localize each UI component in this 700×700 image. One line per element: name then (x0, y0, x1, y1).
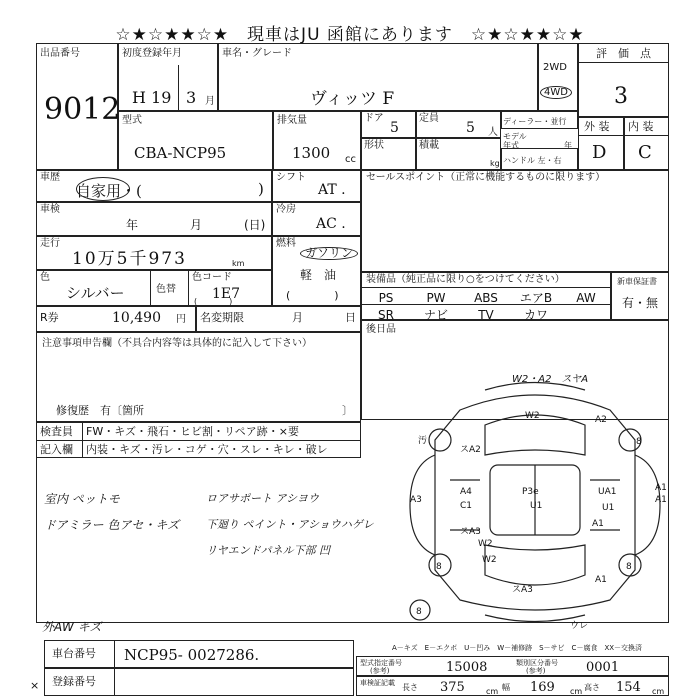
damage-mark: U1 (530, 501, 543, 511)
damage-mark: W2 (525, 411, 540, 421)
car-name: ヴィッツ F (310, 89, 395, 109)
equipment-item: エアB (519, 291, 553, 305)
class-label: 類別区分番号 (516, 659, 558, 667)
shift-value: AT . (318, 182, 346, 198)
damage-mark: A3 (410, 495, 422, 505)
exterior-value: D (592, 142, 607, 163)
designation-cell (356, 656, 669, 676)
equipment-item: カワ (523, 308, 548, 322)
equipment-item: PW (426, 291, 446, 305)
registration-era: H 19 (132, 88, 172, 107)
inspection-year: 年 (126, 218, 139, 232)
warranty-label: 新車保証書 (617, 277, 657, 286)
model-year-suffix: 年 (564, 141, 572, 150)
equipment-item: SR (378, 308, 394, 322)
diagram-top-note: W2・A2 スヤA (512, 374, 589, 385)
period-day: 日 (345, 311, 356, 324)
registration-label: 初度登録年月 (122, 48, 182, 59)
registration-month: 3 (186, 88, 197, 107)
fuel-label: 燃料 (276, 238, 296, 249)
class-ref: (参考) (526, 667, 546, 675)
damage-mark: A1 (592, 519, 604, 529)
load-label: 積載 (419, 140, 439, 151)
rating-label: 評 価 点 (596, 47, 651, 60)
damage-mark: C1 (460, 501, 473, 511)
length-unit: cm (486, 687, 499, 696)
inspection-month: 月 (190, 218, 203, 232)
displacement-value: 1300 (292, 144, 331, 162)
lot-number: 9012 (44, 92, 121, 127)
width-label: 幅 (502, 683, 510, 692)
damage-mark: 汚 (418, 436, 428, 446)
model-label: 型式 (122, 115, 142, 126)
equipment-item: AW (576, 291, 596, 305)
height-value: 154 (616, 680, 641, 695)
period-month: 月 (292, 311, 303, 324)
tire-depth-mark: 8 (626, 562, 632, 572)
length-value: 375 (440, 680, 465, 695)
color-value: シルバー (66, 284, 125, 302)
color-code: 1E7 (212, 286, 241, 302)
note-right-3: リヤエンドパネル下部 凹 (206, 544, 331, 557)
damage-mark: W2 (478, 539, 493, 549)
plate-label: 登録番号 (52, 675, 96, 688)
post-install-label: 後日品 (366, 324, 396, 335)
designation-ref: (参考) (370, 667, 390, 675)
sales-point-cell (361, 170, 669, 272)
damage-mark: スA2 (460, 445, 481, 455)
designation-label: 型式指定番号 (360, 659, 402, 667)
registration-month-unit: 月 (205, 96, 215, 107)
note-right-1: ロアサポート アシヨウ (206, 492, 320, 505)
shift-label: シフト (276, 172, 306, 183)
damage-mark: U1 (602, 503, 615, 513)
handle-label: ハンドル 左・右 (503, 156, 562, 165)
history-label: 車歴 (40, 172, 60, 183)
note-left-2: ドアミラー 色アセ・キズ (44, 518, 180, 532)
repair-history: 修復歴 有〔箇所 (56, 404, 144, 417)
damage-mark: A1 (655, 495, 667, 505)
mileage-label: 走行 (40, 238, 60, 249)
damage-mark: A4 (460, 487, 472, 497)
width-unit: cm (570, 687, 583, 696)
model-value: CBA-NCP95 (134, 144, 227, 162)
color-change-label: 色替 (156, 284, 176, 295)
entry-items: 内装・キズ・汚レ・コゲ・穴・スレ・キレ・破レ (86, 443, 328, 456)
equipment-label: 装備品（純正品に限り○をつけてください） (366, 274, 565, 285)
dimensions-label: 車検証記載 (360, 679, 395, 687)
displacement-unit: cc (345, 154, 356, 165)
chassis-label: 車台番号 (52, 647, 96, 660)
repair-close: 〕 (342, 404, 353, 417)
doors-value: 5 (390, 120, 399, 136)
equipment-item: ABS (474, 291, 498, 305)
displacement-label: 排気量 (277, 115, 307, 126)
lot-label: 出品番号 (40, 48, 80, 59)
inspection-cell (36, 202, 272, 236)
history-circle (76, 177, 130, 201)
damage-mark: A2 (595, 415, 607, 425)
damage-mark: スA3 (512, 585, 533, 595)
drive-2wd: 2WD (543, 62, 567, 73)
entry-label: 記入欄 (40, 443, 73, 456)
equipment-row-1 (361, 289, 611, 306)
length-label: 長さ (402, 683, 418, 692)
color-label: 色 (40, 272, 50, 283)
rating-value: 3 (614, 84, 628, 109)
history-cell (36, 170, 272, 202)
chassis-value: NCP95- 0027286. (124, 646, 260, 664)
name-label: 車名・グレード (222, 48, 292, 59)
fuel-gasoline: ガソリン (300, 247, 358, 260)
fuel-other: ( ) (286, 289, 339, 302)
note-right-2: 下廻り ペイント・アショウハゲレ (206, 518, 374, 531)
capacity-label: 定員 (419, 113, 439, 124)
note-left-4: 外AW キズ (42, 620, 102, 634)
designation-value: 15008 (446, 660, 488, 675)
width-value: 169 (530, 680, 555, 695)
tire-depth-mark: 8 (436, 562, 442, 572)
recycle-value: 10,490 (112, 310, 161, 326)
damage-mark: ウレ (570, 621, 589, 630)
drive-4wd: 4WD (540, 86, 572, 99)
capacity-unit: 人 (488, 127, 498, 138)
model-year-label2: 年式 (503, 141, 519, 150)
damage-mark: A1 (655, 483, 667, 493)
legend: A－キズ E－エクボ U－凹み W－補修跡 S－サビ C－腐食 XX－交換済 (392, 644, 643, 652)
inspection-label: 車検 (40, 204, 60, 215)
exterior-label: 外 装 (584, 120, 610, 133)
mileage-unit: km (232, 259, 245, 268)
history-value: 自家用・( (76, 182, 142, 200)
shape-label: 形状 (364, 140, 384, 151)
recycle-label: R券 (40, 311, 59, 324)
recycle-unit: 円 (176, 314, 186, 325)
history-close: ) (258, 180, 264, 198)
color-code-label: 色コード (192, 272, 232, 283)
fuel-diesel: 軽 油 (300, 268, 337, 282)
damage-mark: UA1 (598, 487, 617, 497)
inspector-label: 検査員 (40, 425, 73, 438)
equipment-item: TV (478, 308, 494, 322)
ac-label: 冷房 (276, 204, 296, 215)
capacity-value: 5 (466, 120, 475, 136)
height-label: 高さ (584, 683, 600, 692)
dealer-label: ディーラー・並行 (503, 117, 567, 126)
mileage-value: 10万5千973 (72, 249, 187, 269)
damage-mark: P3e (522, 487, 539, 497)
plate-x-mark: × (30, 679, 40, 692)
interior-label: 内 装 (628, 120, 654, 133)
inspector-items: FW・キズ・飛石・ヒビ割・リペア跡・×要 (86, 425, 299, 438)
page-title: ☆★☆★★☆★ 現車はJU 函館にあります ☆★☆★★☆★ (115, 25, 585, 45)
class-value: 0001 (586, 660, 620, 675)
warranty-value: 有・無 (622, 296, 659, 310)
period-label: 名変期限 (200, 311, 244, 324)
tire-depth-mark: 8 (636, 437, 642, 447)
drive-cell (538, 43, 578, 111)
damage-mark: A1 (595, 575, 607, 585)
load-unit: kg (490, 159, 500, 168)
sales-point-label: セールスポイント（正常に機能するものに限ります） (366, 172, 606, 183)
doors-label: ドア (364, 113, 384, 124)
damage-mark: W2 (482, 555, 497, 565)
color-paren: ( ) (194, 297, 233, 306)
interior-value: C (638, 142, 652, 163)
damage-mark: スA3 (460, 527, 481, 537)
car-damage-diagram (390, 370, 680, 630)
notes-label: 注意事項申告欄（不具合内容等は具体的に記入して下さい） (42, 338, 312, 349)
note-left-1: 室内 ペットモ (44, 492, 120, 506)
equipment-item: PS (378, 291, 394, 305)
equipment-item: ナビ (423, 308, 448, 322)
ac-value: AC . (316, 216, 346, 232)
tire-depth-mark: 8 (416, 607, 422, 617)
inspection-day: (日) (244, 218, 266, 232)
height-unit: cm (652, 687, 665, 696)
model-year-label1: モデル (503, 132, 527, 141)
